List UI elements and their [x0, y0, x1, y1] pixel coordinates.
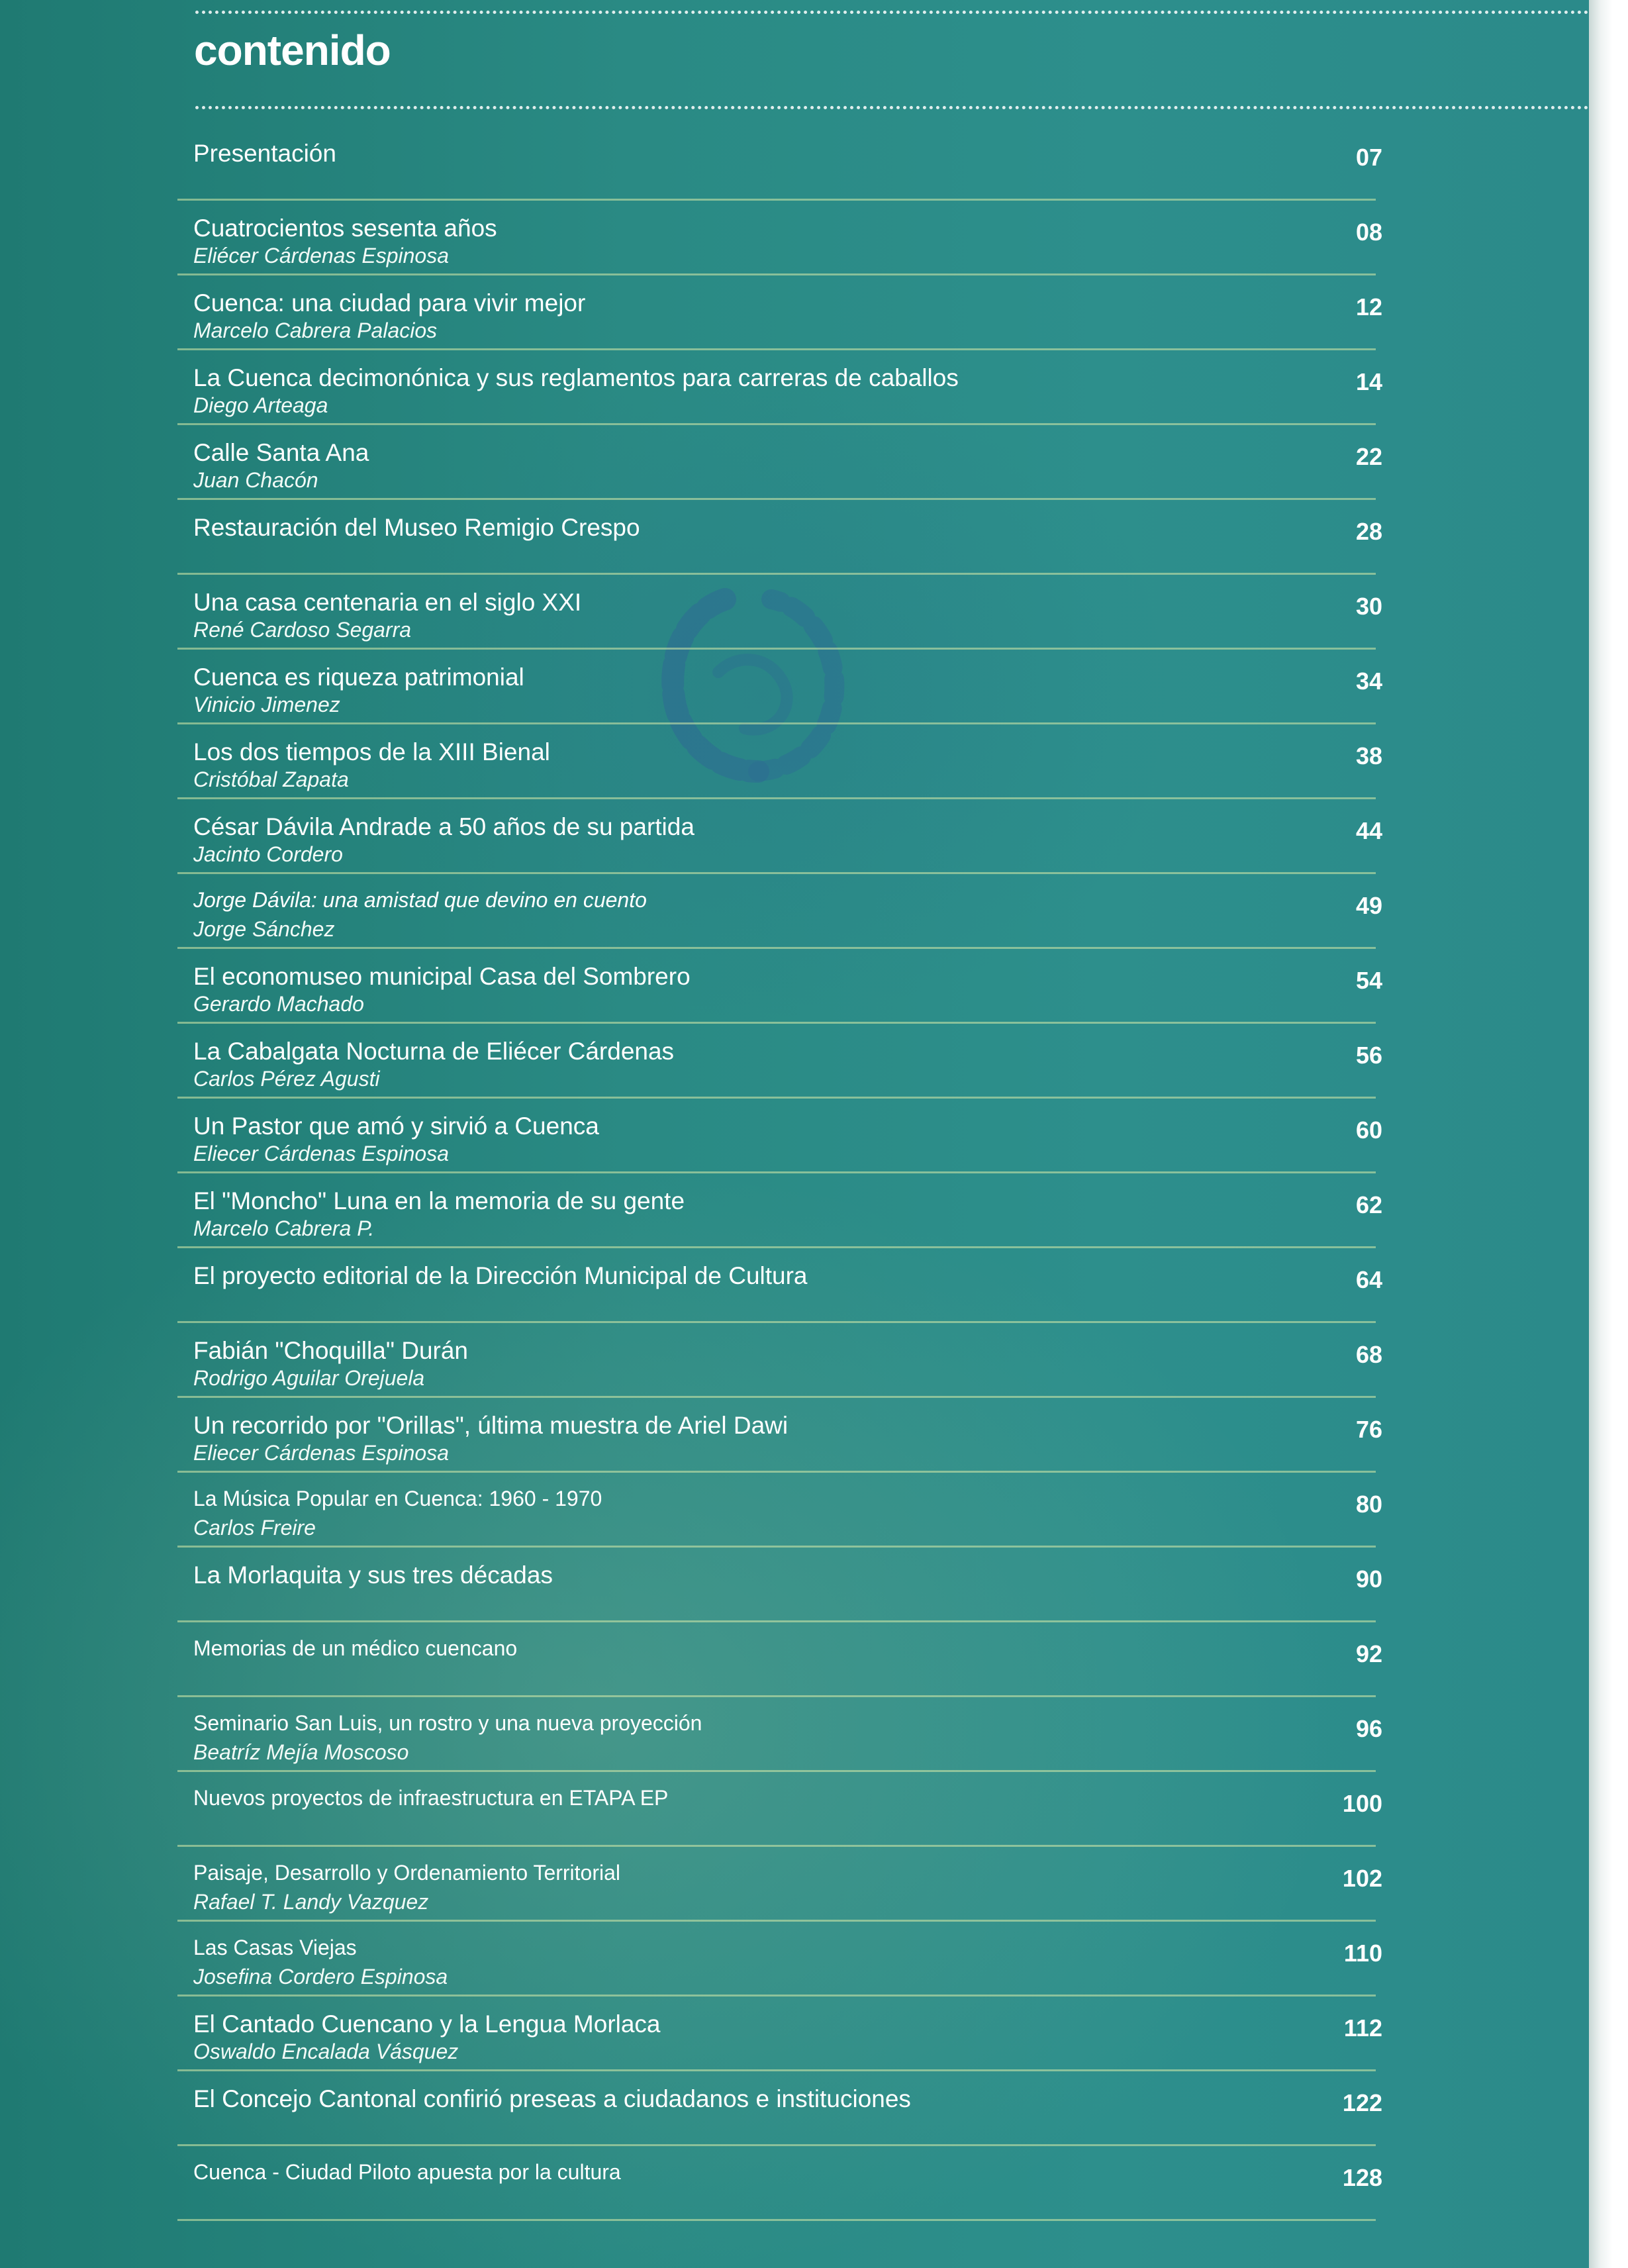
- toc-entry-title: Presentación: [193, 140, 336, 167]
- toc-entry-page: 54: [1355, 967, 1382, 994]
- toc-entry-title: El proyecto editorial de la Dirección Municipal de Cultura: [193, 1262, 808, 1289]
- toc-entry: [177, 650, 1382, 724]
- toc-entry-title: Un Pastor que amó y sirvió a Cuenca: [193, 1112, 599, 1140]
- toc-entry: [177, 949, 1382, 1024]
- toc-entry-title: Cuenca: una ciudad para vivir mejor: [193, 289, 586, 317]
- top-dotted-rule: [195, 11, 1589, 14]
- toc-entry-page: 90: [1355, 1565, 1382, 1593]
- toc-entry-page: 92: [1355, 1640, 1382, 1667]
- toc-entry-author: Jorge Sánchez: [193, 917, 335, 941]
- toc-entry: [177, 2071, 1382, 2146]
- toc-entry-title: Cuatrocientos sesenta años: [193, 215, 497, 242]
- toc-entry-title: La Morlaquita y sus tres décadas: [193, 1561, 553, 1589]
- toc-entry-page: 38: [1355, 742, 1382, 769]
- toc-entry: [177, 724, 1382, 799]
- toc-entry-page: 96: [1355, 1715, 1382, 1742]
- toc-entry-author: Beatríz Mejía Moscoso: [193, 1740, 409, 1764]
- toc-entry-author: Carlos Pérez Agusti: [193, 1067, 380, 1091]
- toc-entry-page: 22: [1355, 443, 1382, 470]
- toc-entry-page: 07: [1355, 144, 1382, 171]
- toc-entry-page: 100: [1342, 1790, 1382, 1817]
- toc-entry-page: 30: [1355, 593, 1382, 620]
- toc-entry-title: Las Casas Viejas: [193, 1936, 357, 1959]
- toc-entry-author: Eliécer Cárdenas Espinosa: [193, 244, 449, 268]
- toc-entry-title: Restauración del Museo Remigio Crespo: [193, 514, 640, 541]
- toc-entry-title: Un recorrido por "Orillas", última muestra de Ariel Dawi: [193, 1412, 789, 1439]
- toc-entry-page: 49: [1355, 892, 1382, 919]
- toc-entry-title: La Música Popular en Cuenca: 1960 - 1970: [193, 1487, 602, 1510]
- toc-entry: [177, 1024, 1382, 1099]
- toc-entry-title: El economuseo municipal Casa del Sombrero: [193, 963, 691, 990]
- toc-entry: [177, 500, 1382, 575]
- toc-entry-page: 12: [1355, 293, 1382, 320]
- toc-entry-page: 08: [1355, 219, 1382, 246]
- toc-entry-author: Rafael T. Landy Vazquez: [193, 1890, 429, 1914]
- toc-entry-title: La Cuenca decimonónica y sus reglamentos para carreras de caballos: [193, 364, 959, 391]
- toc-entry-page: 34: [1355, 667, 1382, 695]
- toc-entry-page: 128: [1342, 2164, 1382, 2191]
- toc-entry-author: Carlos Freire: [193, 1516, 316, 1540]
- toc-entry-title: Calle Santa Ana: [193, 439, 369, 466]
- toc-entry-page: 28: [1355, 518, 1382, 545]
- toc-entry-author: Eliecer Cárdenas Espinosa: [193, 1142, 449, 1165]
- toc-entry: [177, 1997, 1382, 2071]
- toc-entry-author: Diego Arteaga: [193, 393, 328, 417]
- toc-entry-title: Nuevos proyectos de infraestructura en ETAPA EP: [193, 1786, 669, 1810]
- toc-entry: [177, 201, 1382, 275]
- toc-entry: [177, 1622, 1382, 1697]
- toc-entry-title: La Cabalgata Nocturna de Eliécer Cárdenas: [193, 1038, 675, 1065]
- toc-entry: [177, 1398, 1382, 1473]
- toc-entry-page: 60: [1355, 1116, 1382, 1144]
- toc-entry: [177, 799, 1382, 874]
- toc-entry-title: Seminario San Luis, un rostro y una nueva proyección: [193, 1711, 702, 1735]
- toc-entry-page: 14: [1355, 368, 1382, 395]
- toc-entry-title: Los dos tiempos de la XIII Bienal: [193, 738, 550, 765]
- toc-entry-author: Oswaldo Encalada Vásquez: [193, 2040, 459, 2063]
- title-dotted-rule: [195, 106, 1589, 109]
- toc-entry-page: 102: [1342, 1865, 1382, 1892]
- toc-entry-title: Paisaje, Desarrollo y Ordenamiento Territorial: [193, 1861, 621, 1885]
- page-title: contenido: [194, 26, 391, 74]
- toc-entry: [177, 1548, 1382, 1622]
- toc-entry-author: Rodrigo Aguilar Orejuela: [193, 1366, 425, 1390]
- toc-entry-title: Fabián "Choquilla" Durán: [193, 1337, 469, 1364]
- toc-entry-title: El "Moncho" Luna en la memoria de su gente: [193, 1187, 685, 1214]
- toc-entry-page: 64: [1355, 1266, 1382, 1293]
- toc-entry: [177, 1922, 1382, 1997]
- toc-entry: [177, 2146, 1382, 2221]
- toc-entry-page: 62: [1355, 1191, 1382, 1218]
- toc-entry-author: René Cardoso Segarra: [193, 618, 412, 642]
- toc-entry-author: Eliecer Cárdenas Espinosa: [193, 1441, 449, 1465]
- toc-entry-page: 80: [1355, 1491, 1382, 1518]
- toc-entry-title: César Dávila Andrade a 50 años de su partida: [193, 813, 694, 840]
- toc-entry-author: Vinicio Jimenez: [193, 693, 340, 716]
- toc-entry: [177, 275, 1382, 350]
- toc-entry-title: Cuenca es riqueza patrimonial: [193, 664, 524, 691]
- toc-entry: [177, 1323, 1382, 1398]
- page-edge: [1589, 0, 1628, 2268]
- toc-entry: [177, 1099, 1382, 1173]
- toc-entry: [177, 1248, 1382, 1323]
- toc-entry-title: El Concejo Cantonal confirió preseas a ciudadanos e instituciones: [193, 2085, 911, 2112]
- toc-entry-author: Marcelo Cabrera P.: [193, 1216, 375, 1240]
- toc-entry: [177, 1847, 1382, 1922]
- toc-entry-title: Jorge Dávila: una amistad que devino en cuento: [193, 888, 647, 912]
- toc-entry: [177, 425, 1382, 500]
- toc-entry: [177, 1772, 1382, 1847]
- toc-entry-author: Jacinto Cordero: [193, 842, 343, 866]
- toc-entry: [177, 1173, 1382, 1248]
- toc-entry-author: Josefina Cordero Espinosa: [193, 1965, 448, 1989]
- toc-entry-page: 122: [1342, 2089, 1382, 2116]
- toc-entry-page: 56: [1355, 1042, 1382, 1069]
- toc-entry-page: 68: [1355, 1341, 1382, 1368]
- toc-entry: [177, 575, 1382, 650]
- toc-entry-title: Memorias de un médico cuencano: [193, 1636, 518, 1660]
- toc-entry-title: Cuenca - Ciudad Piloto apuesta por la cultura: [193, 2160, 621, 2184]
- toc-list: [177, 126, 1382, 2221]
- toc-entry-author: Juan Chacón: [193, 468, 318, 492]
- toc-entry: [177, 1473, 1382, 1548]
- toc-entry-page: 110: [1343, 1940, 1382, 1967]
- toc-entry-title: El Cantado Cuencano y la Lengua Morlaca: [193, 2010, 661, 2038]
- toc-entry: [177, 126, 1382, 201]
- toc-entry-author: Cristóbal Zapata: [193, 767, 349, 791]
- toc-entry-page: 112: [1343, 2014, 1382, 2042]
- toc-entry-title: Una casa centenaria en el siglo XXI: [193, 589, 582, 616]
- toc-entry-page: 76: [1355, 1416, 1382, 1443]
- toc-entry: [177, 350, 1382, 425]
- toc-entry: [177, 874, 1382, 949]
- toc-entry: [177, 1697, 1382, 1772]
- toc-entry-page: 44: [1355, 817, 1382, 844]
- toc-entry-author: Marcelo Cabrera Palacios: [193, 319, 438, 342]
- toc-entry-author: Gerardo Machado: [193, 992, 364, 1016]
